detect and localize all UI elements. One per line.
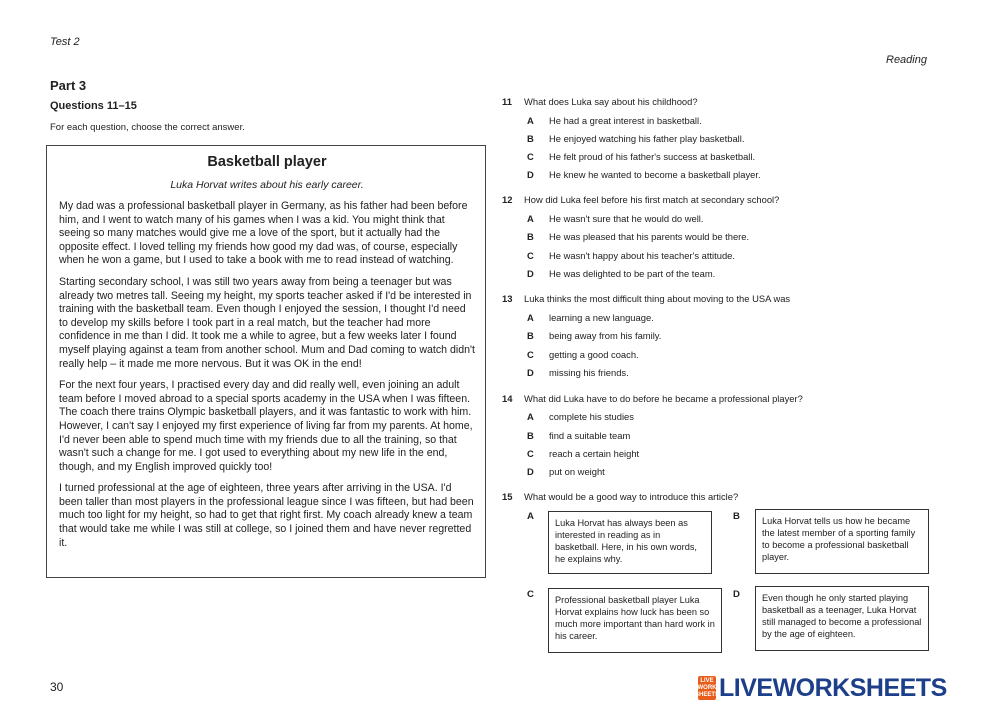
- box-option-b[interactable]: Luka Horvat tells us how he became the latest member of a sporting family to become a professional basketball player.: [755, 509, 929, 574]
- test-label: Test 2: [50, 36, 80, 48]
- logo-badge-icon: LIVE WORK SHEETS: [698, 676, 716, 700]
- question-text: Luka thinks the most difficult thing about moving to the USA was: [524, 293, 791, 304]
- option-text[interactable]: complete his studies: [549, 411, 634, 422]
- box-option-letter[interactable]: D: [733, 589, 740, 600]
- option-letter[interactable]: B: [527, 133, 534, 144]
- option-text[interactable]: He wasn't happy about his teacher's attitude.: [549, 250, 735, 261]
- option-text[interactable]: getting a good coach.: [549, 349, 639, 360]
- option-text[interactable]: missing his friends.: [549, 367, 629, 378]
- article-byline: Luka Horvat writes about his early career.: [170, 179, 364, 191]
- question-number: 14: [502, 393, 513, 404]
- option-letter[interactable]: A: [527, 115, 534, 126]
- part-title: Part 3: [50, 78, 87, 93]
- question-text: What did Luka have to do before he became a professional player?: [524, 393, 803, 404]
- article-paragraph: I turned professional at the age of eighteen, three years after arriving in the USA. I'd been taller than most players in the professional league since I was fifteen, but had been much too light for my height, so had to get that right first. My coach already knew a team that would take me while I was still at college, so I joined them and have never regretted it.: [59, 482, 474, 549]
- box-option-c[interactable]: Professional basketball player Luka Horvat explains how luck has been so much more important than hard work in his career.: [548, 588, 722, 653]
- article-paragraph: Starting secondary school, I was still two years away from being a teenager but was already two metres tall. Seeing my height, my sports teacher asked if I'd be interested in training with the basketball team. Even though I enjoyed the session, I thought I'd need to develop my skills before I took part in a real match, but the teacher had more confidence in me than I did. It took me a while to agree, but a few weeks later I found myself playing against a team from another school. Mum and Dad coming to watch didn't really help – it made me more nervous. But it was OK in the end!: [59, 275, 475, 370]
- option-text[interactable]: He enjoyed watching his father play basketball.: [549, 133, 745, 144]
- box-option-letter[interactable]: A: [527, 511, 534, 522]
- option-letter[interactable]: A: [527, 213, 534, 224]
- option-text[interactable]: He knew he wanted to become a basketball player.: [549, 169, 761, 180]
- question-text: What does Luka say about his childhood?: [524, 96, 698, 107]
- option-text[interactable]: He had a great interest in basketball.: [549, 115, 702, 126]
- article-box: [46, 145, 486, 578]
- option-letter[interactable]: A: [527, 312, 534, 323]
- box-option-a[interactable]: Luka Horvat has always been as interested in reading as in basketball. Here, in his own words, he explains why.: [548, 511, 712, 574]
- box-option-d[interactable]: Even though he only started playing basketball as a teenager, Luka Horvat still managed to become a professional by the age of eighteen.: [755, 586, 929, 651]
- page-number: 30: [50, 680, 64, 694]
- option-text[interactable]: He was delighted to be part of the team.: [549, 268, 716, 279]
- option-letter[interactable]: D: [527, 268, 534, 279]
- question-text: How did Luka feel before his first match at secondary school?: [524, 194, 780, 205]
- option-letter[interactable]: B: [527, 231, 534, 242]
- box-option-letter[interactable]: C: [527, 589, 534, 600]
- article-paragraph: My dad was a professional basketball player in Germany, as his father had been before him, and I went to watch many of his games when I was a kid. You might think that seeing so many matches would give me a love of the sport, but it actually had the opposite effect. I loved telling my friends how good my dad was, of course, especially when he won a game, but I used to take a book with me to read instead of watching.: [59, 200, 468, 267]
- option-letter[interactable]: B: [527, 430, 534, 441]
- option-letter[interactable]: D: [527, 169, 534, 180]
- option-letter[interactable]: C: [527, 448, 534, 459]
- option-text[interactable]: learning a new language.: [549, 312, 654, 323]
- instruction-text: For each question, choose the correct answer.: [50, 122, 245, 133]
- option-text[interactable]: He wasn't sure that he would do well.: [549, 213, 704, 224]
- question-text: What would be a good way to introduce this article?: [524, 491, 739, 502]
- option-letter[interactable]: C: [527, 151, 534, 162]
- option-letter[interactable]: C: [527, 250, 534, 261]
- question-number: 12: [502, 194, 513, 205]
- option-letter[interactable]: A: [527, 411, 534, 422]
- option-text[interactable]: He felt proud of his father's success at basketball.: [549, 151, 756, 162]
- article-paragraph: For the next four years, I practised every day and did really well, even joining an adult team before I moved abroad to a special sports academy in the USA when I was fifteen. The coach there trains Olympic basketball players, and it was fantastic to work with him. However, I can't say I enjoyed my first experience of living far from my parents. At home, I'd never been able to spend much time with my friends due to all the training, so that wasn't such a change for me. I got used to everything about my new life in the end, though, and my English improved quickly too!: [59, 379, 473, 473]
- option-letter[interactable]: D: [527, 367, 534, 378]
- option-text[interactable]: reach a certain height: [549, 448, 640, 459]
- section-label: Reading: [886, 54, 927, 66]
- questions-range-label: Questions 11–15: [50, 100, 137, 112]
- option-letter[interactable]: D: [527, 466, 534, 477]
- question-number: 15: [502, 491, 513, 502]
- liveworksheets-logo: [695, 673, 947, 702]
- option-text[interactable]: find a suitable team: [549, 430, 631, 441]
- logo-text: LIVEWORKSHEETS: [719, 673, 947, 702]
- article-title: Basketball player: [207, 154, 327, 170]
- option-letter[interactable]: B: [527, 330, 534, 341]
- question-number: 11: [502, 96, 512, 107]
- option-letter[interactable]: C: [527, 349, 534, 360]
- option-text[interactable]: being away from his family.: [549, 330, 662, 341]
- option-text[interactable]: put on weight: [549, 466, 605, 477]
- option-text[interactable]: He was pleased that his parents would be there.: [549, 231, 750, 242]
- question-number: 13: [502, 293, 513, 304]
- box-option-letter[interactable]: B: [733, 511, 740, 522]
